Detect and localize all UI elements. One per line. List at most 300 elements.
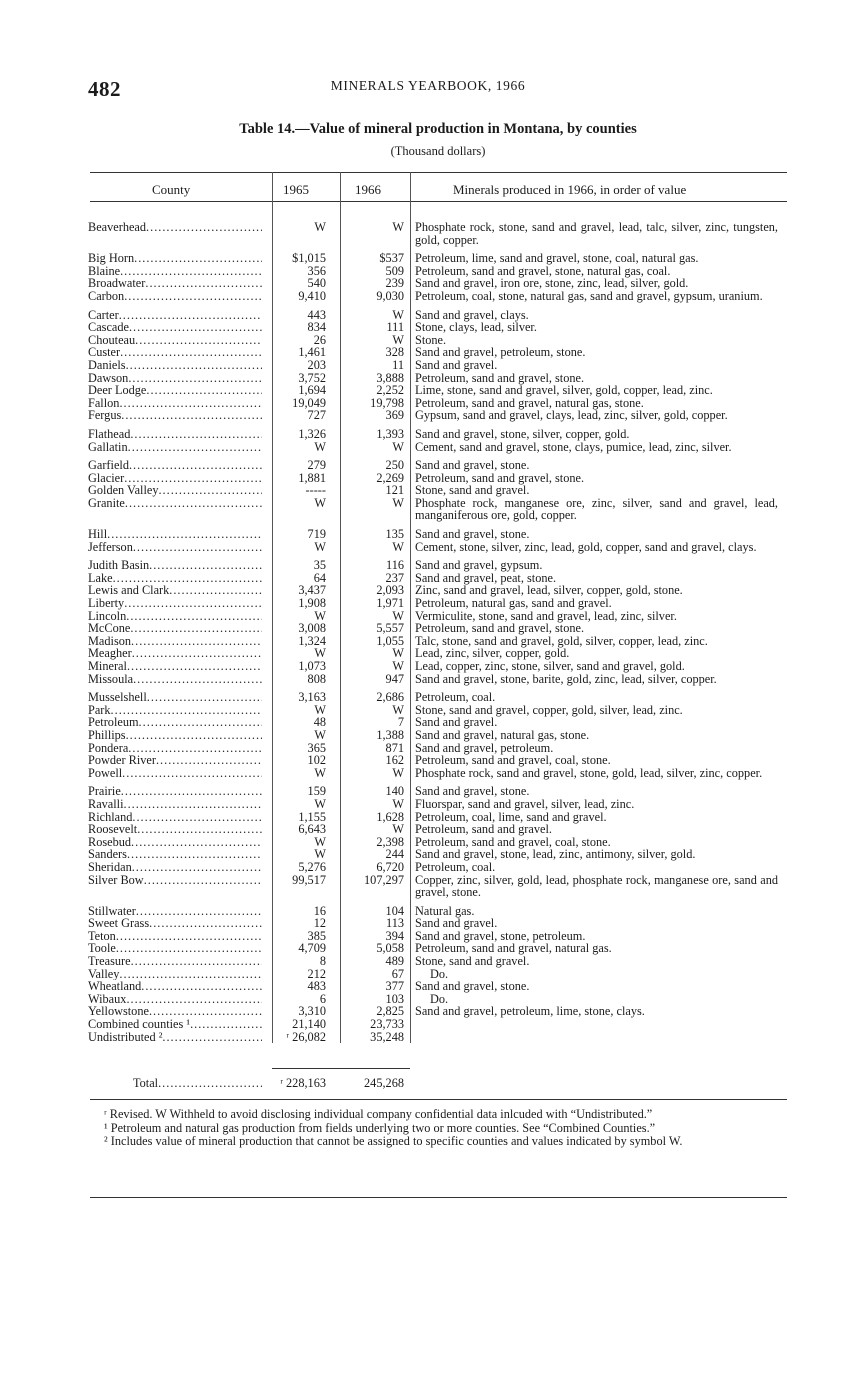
county-cell — [0, 409, 262, 422]
value-1965: 1,908 — [298, 596, 326, 611]
value-1966: 2,269 — [376, 470, 404, 485]
county-name: Toole ..... — [88, 942, 262, 955]
value-1966: 328 — [385, 345, 404, 360]
table-row — [0, 917, 856, 930]
value-1966: 2,825 — [376, 1004, 404, 1019]
county-name: Sanders ..... — [88, 848, 262, 861]
value-1966: 116 — [386, 558, 404, 573]
value-1965: 727 — [307, 408, 326, 423]
county-name: Wheatland ..... — [88, 980, 262, 993]
value-1965: 483 — [307, 979, 326, 994]
minerals-produced: Sand and gravel, gypsum. — [415, 558, 543, 573]
value-1965: 3,163 — [298, 690, 326, 705]
minerals-produced: Phosphate rock, stone, sand and gravel, lead, talc, silver, zinc, tungsten, gold, copper. — [415, 220, 778, 247]
county-name: Madison ..... — [88, 635, 262, 648]
value-1965: 19,049 — [292, 395, 326, 410]
minerals-produced: Do. — [430, 966, 449, 981]
value-1966: 6,720 — [376, 859, 404, 874]
minerals-produced: Fluorspar, sand and gravel, silver, lead, zinc. — [415, 796, 635, 811]
minerals-produced: Gypsum, sand and gravel, clays, lead, zinc, silver, gold, copper. — [415, 408, 728, 423]
footnote-revised: ʳ Revised. W Withheld to avoid disclosing individual company confidential data inlcuded with “Undistributed.” — [104, 1107, 653, 1121]
minerals-produced: Cement, sand and gravel, stone, clays, pumice, lead, zinc, silver. — [415, 439, 732, 454]
table-row — [0, 1018, 856, 1031]
minerals-produced: Petroleum, coal, stone, natural gas, sand and gravel, gypsum, uranium. — [415, 288, 763, 303]
value-1965: 3,008 — [298, 621, 326, 636]
minerals-produced: Petroleum, coal. — [415, 859, 496, 874]
minerals-produced: Petroleum, sand and gravel, stone. — [415, 370, 585, 385]
value-1966: 107,297 — [364, 872, 404, 887]
county-name: Missoula ..... — [88, 673, 262, 686]
value-1965: W — [314, 702, 326, 717]
minerals-produced: Sand and gravel. — [415, 916, 498, 931]
subtotal-rule — [272, 1068, 410, 1069]
county-cell — [0, 384, 262, 397]
county-cell — [0, 459, 262, 472]
value-1966: W — [392, 439, 404, 454]
county-name: Musselshell ..... — [88, 691, 262, 704]
value-1965: 203 — [307, 357, 326, 372]
minerals-produced: Sand and gravel, clays. — [415, 307, 529, 322]
value-1966: 1,971 — [376, 596, 404, 611]
column-divider — [340, 172, 341, 1043]
table-row — [0, 428, 856, 441]
value-1966: 1,055 — [376, 633, 404, 648]
minerals-produced: Petroleum, sand and gravel, stone, natural gas, coal. — [415, 263, 671, 278]
total-1965: ʳ 228,163 — [280, 1076, 326, 1090]
county-name: Lewis and Clark ..... — [88, 584, 262, 597]
county-name: Yellowstone ..... — [88, 1005, 262, 1018]
value-1965: W — [314, 608, 326, 623]
minerals-produced: Phosphate rock, sand and gravel, stone, gold, lead, silver, zinc, copper. — [415, 765, 763, 780]
county-cell — [0, 874, 262, 899]
value-1966: W — [392, 702, 404, 717]
value-1965: 279 — [307, 458, 326, 473]
minerals-produced: Zinc, sand and gravel, lead, silver, copper, gold, stone. — [415, 583, 683, 598]
value-1966: 5,557 — [376, 621, 404, 636]
county-cell — [0, 942, 262, 955]
minerals-produced: Sand and gravel, stone, barite, gold, zinc, lead, silver, copper. — [415, 671, 717, 686]
value-1965: 1,694 — [298, 383, 326, 398]
minerals-produced: Petroleum, sand and gravel, natural gas, stone. — [415, 395, 644, 410]
minerals-produced: Petroleum, natural gas, sand and gravel. — [415, 596, 612, 611]
value-1965: ʳ 26,082 — [286, 1029, 326, 1044]
table-top-rule — [90, 172, 787, 173]
footnote-2: ² Includes value of mineral production that cannot be assigned to specific counties and values indicated by symbol W. — [104, 1134, 683, 1149]
county-cell — [0, 484, 262, 497]
minerals-produced: Sand and gravel, stone. — [415, 784, 530, 799]
value-1965: 1,155 — [298, 809, 326, 824]
county-cell — [0, 584, 262, 597]
value-1966: W — [392, 495, 404, 510]
table-row — [0, 484, 856, 497]
value-1965: 1,461 — [298, 345, 326, 360]
value-1966: 369 — [385, 408, 404, 423]
county-cell — [0, 729, 262, 742]
county-cell — [0, 993, 262, 1006]
value-1965: $1,015 — [292, 251, 326, 266]
minerals-produced: Lead, zinc, silver, copper, gold. — [415, 646, 570, 661]
value-1966: W — [392, 608, 404, 623]
table-row — [0, 441, 856, 454]
county-cell — [0, 836, 262, 849]
total-1966: 245,268 — [364, 1076, 404, 1090]
table-row — [0, 823, 856, 836]
minerals-produced: Stone, sand and gravel. — [415, 954, 530, 969]
county-cell — [0, 635, 262, 648]
value-1965: 12 — [313, 916, 326, 931]
table-row — [0, 497, 856, 522]
minerals-produced: Petroleum, coal. — [415, 690, 496, 705]
table-row — [0, 622, 856, 635]
value-1965: 6,643 — [298, 822, 326, 837]
value-1966: 7 — [397, 715, 404, 730]
county-name: Petroleum ..... — [88, 716, 262, 729]
table-row — [0, 384, 856, 397]
county-name: Sheridan ..... — [88, 861, 262, 874]
county-cell — [0, 673, 262, 686]
value-1965: 834 — [307, 320, 326, 335]
value-1965: 99,517 — [292, 872, 326, 887]
value-1965: 808 — [307, 671, 326, 686]
value-1965: ----- — [305, 483, 326, 498]
county-cell — [0, 1031, 262, 1044]
minerals-produced: Sand and gravel, stone. — [415, 527, 530, 542]
value-1965: W — [314, 439, 326, 454]
value-1966: 2,686 — [376, 690, 404, 705]
minerals-produced: Petroleum, coal, lime, sand and gravel. — [415, 809, 607, 824]
county-cell — [0, 428, 262, 441]
county-cell — [0, 265, 262, 278]
minerals-produced: Sand and gravel, petroleum, stone. — [415, 345, 586, 360]
county-name: Deer Lodge ..... — [88, 384, 262, 397]
county-cell — [0, 359, 262, 372]
table-row — [0, 541, 856, 554]
table-row — [0, 798, 856, 811]
minerals-produced — [404, 1018, 778, 1031]
county-name: Flathead ..... — [88, 428, 262, 441]
minerals-produced: Copper, zinc, silver, gold, lead, phosphate rock, manganese ore, sand and gravel, stone. — [415, 872, 778, 900]
value-1966: 871 — [385, 740, 404, 755]
minerals-produced: Sand and gravel, stone, petroleum. — [415, 928, 586, 943]
value-1966: 19,798 — [370, 395, 404, 410]
value-1966: W — [392, 659, 404, 673]
table-row — [0, 874, 856, 899]
minerals-produced: Petroleum, sand and gravel. — [415, 822, 552, 837]
county-cell — [0, 811, 262, 824]
county-cell — [0, 767, 262, 780]
value-1965: W — [314, 834, 326, 849]
table-row — [0, 691, 856, 704]
value-1966: W — [392, 765, 404, 780]
table-row — [0, 1005, 856, 1018]
value-1966: W — [392, 796, 404, 811]
value-1966: 111 — [386, 320, 404, 335]
table-row — [0, 980, 856, 993]
value-1966: 947 — [385, 671, 404, 686]
column-header-county: County — [152, 182, 191, 197]
county-name: Fallon ..... — [88, 397, 262, 410]
county-cell — [0, 309, 262, 322]
value-1966: 9,030 — [376, 288, 404, 303]
value-1965: 1,324 — [298, 633, 326, 648]
county-cell — [0, 980, 262, 993]
minerals-produced: Sand and gravel, stone, lead, zinc, antimony, silver, gold. — [415, 847, 696, 862]
minerals-produced — [404, 1031, 778, 1044]
value-1966: 1,393 — [376, 426, 404, 441]
table-row — [0, 559, 856, 572]
minerals-produced: Stone. — [415, 332, 447, 347]
minerals-produced: Sand and gravel, peat, stone. — [415, 570, 557, 585]
value-1966: W — [392, 332, 404, 347]
total-label: Total ..... — [133, 1076, 262, 1090]
minerals-produced: Sand and gravel, petroleum, lime, stone, clays. — [415, 1004, 645, 1019]
county-cell — [0, 968, 262, 981]
table-row — [0, 459, 856, 472]
county-name: Powell ..... — [88, 767, 262, 780]
county-name: Custer ..... — [88, 346, 262, 359]
minerals-produced: Sand and gravel, stone. — [415, 979, 530, 994]
county-name: Carter ..... — [88, 309, 262, 322]
county-name: Silver Bow ..... — [88, 874, 262, 887]
minerals-produced: Sand and gravel, stone. — [415, 458, 530, 473]
county-cell — [0, 472, 262, 485]
county-cell — [0, 321, 262, 334]
footnotes — [88, 1108, 788, 1149]
county-cell — [0, 798, 262, 811]
table-row — [0, 221, 856, 246]
value-1966: 104 — [385, 903, 404, 918]
county-cell — [0, 861, 262, 874]
value-1966: 11 — [392, 357, 404, 372]
total-row — [0, 1076, 856, 1091]
value-1966: 237 — [385, 570, 404, 585]
value-1966: 23,733 — [370, 1017, 404, 1032]
table-subtitle: (Thousand dollars) — [390, 144, 486, 158]
value-1965: 1,881 — [298, 470, 326, 485]
county-name: Undistributed ² ..... — [88, 1031, 262, 1044]
value-1966: W — [392, 822, 404, 837]
value-1965: 26 — [313, 332, 326, 347]
value-1965: W — [314, 796, 326, 811]
minerals-produced: Natural gas. — [415, 903, 475, 918]
minerals-produced: Lime, stone, sand and gravel, silver, gold, copper, lead, zinc. — [415, 383, 713, 398]
county-cell — [0, 610, 262, 623]
county-name: Phillips ..... — [88, 729, 262, 742]
county-name: Valley ..... — [88, 968, 262, 981]
county-cell — [0, 397, 262, 410]
county-name: Liberty ..... — [88, 597, 262, 610]
value-1966: 2,252 — [376, 383, 404, 398]
county-name: Broadwater ..... — [88, 277, 262, 290]
county-cell — [0, 528, 262, 541]
value-1965: 719 — [307, 527, 326, 542]
county-cell — [0, 290, 262, 303]
footnote-1: ¹ Petroleum and natural gas production from fields underlying two or more counties. See “Combined Counties.” — [104, 1120, 656, 1135]
county-name: Big Horn ..... — [88, 252, 262, 265]
county-name: Golden Valley ..... — [88, 484, 262, 497]
county-name: Roosevelt ..... — [88, 823, 262, 836]
minerals-produced: Petroleum, sand and gravel, coal, stone. — [415, 753, 611, 768]
value-1966: 67 — [391, 966, 404, 981]
value-1965: 64 — [313, 570, 326, 585]
column-header-1966: 1966 — [355, 182, 381, 197]
county-name: Stillwater ..... — [88, 905, 262, 918]
value-1966: 121 — [385, 483, 404, 498]
value-1965: 16 — [313, 903, 326, 918]
table-row — [0, 955, 856, 968]
county-cell — [0, 917, 262, 930]
county-name: Lake ..... — [88, 572, 262, 585]
county-name: Mineral ..... — [88, 660, 262, 673]
value-1965: 365 — [307, 740, 326, 755]
county-name: Park ..... — [88, 704, 262, 717]
minerals-produced: Cement, stone, silver, zinc, lead, gold, copper, sand and gravel, clays. — [415, 539, 757, 554]
value-1966: W — [392, 220, 404, 234]
county-name: Rosebud ..... — [88, 836, 262, 849]
county-name: Powder River ..... — [88, 754, 262, 767]
county-cell — [0, 823, 262, 836]
county-name: Gallatin ..... — [88, 441, 262, 454]
county-cell — [0, 559, 262, 572]
value-1965: 443 — [307, 307, 326, 322]
value-1965: 540 — [307, 276, 326, 291]
value-1966: 509 — [385, 263, 404, 278]
table-row — [0, 597, 856, 610]
value-1966: 377 — [385, 979, 404, 994]
value-1966: 3,888 — [376, 370, 404, 385]
minerals-produced: Stone, sand and gravel, copper, gold, silver, lead, zinc. — [415, 702, 683, 717]
county-cell — [0, 1018, 262, 1031]
county-cell — [0, 647, 262, 660]
county-cell — [0, 497, 262, 522]
county-cell — [0, 221, 262, 246]
value-1965: 159 — [307, 784, 326, 799]
minerals-produced: Petroleum, sand and gravel, natural gas. — [415, 941, 612, 956]
county-cell — [0, 660, 262, 673]
county-cell — [0, 252, 262, 265]
value-1966: 250 — [385, 458, 404, 473]
table-row — [0, 252, 856, 265]
minerals-produced: Petroleum, sand and gravel, stone. — [415, 621, 585, 636]
value-1965: 102 — [307, 753, 326, 768]
county-cell — [0, 716, 262, 729]
value-1966: 140 — [385, 784, 404, 799]
table-row — [0, 754, 856, 767]
county-name: Prairie ..... — [88, 785, 262, 798]
county-name: Ravalli ..... — [88, 798, 262, 811]
minerals-produced: Petroleum, lime, sand and gravel, stone, coal, natural gas. — [415, 251, 699, 266]
county-name: Sweet Grass ..... — [88, 917, 262, 930]
county-cell — [0, 441, 262, 454]
table-row — [0, 528, 856, 541]
value-1966: 2,093 — [376, 583, 404, 598]
minerals-produced: Sand and gravel, natural gas, stone. — [415, 727, 590, 742]
county-cell — [0, 754, 262, 767]
minerals-produced: Do. — [430, 991, 449, 1006]
county-name: Granite ..... — [88, 497, 262, 510]
column-header-minerals: Minerals produced in 1966, in order of value — [453, 182, 687, 197]
county-cell — [0, 541, 262, 554]
minerals-produced: Lead, copper, zinc, stone, silver, sand and gravel, gold. — [415, 659, 685, 673]
county-name: Richland ..... — [88, 811, 262, 824]
table-row — [0, 359, 856, 372]
county-cell — [0, 785, 262, 798]
value-1965: 385 — [307, 928, 326, 943]
minerals-produced: Phosphate rock, manganese ore, zinc, silver, sand and gravel, lead, manganiferous ore, gold, copper. — [415, 495, 778, 523]
value-1965: 9,410 — [298, 288, 326, 303]
value-1965: 1,073 — [298, 659, 326, 673]
value-1965: 4,709 — [298, 941, 326, 956]
county-name: Blaine ..... — [88, 265, 262, 278]
value-1965: 35 — [313, 558, 326, 573]
county-name: Combined counties ¹ ..... — [88, 1018, 262, 1031]
header-bottom-rule — [90, 201, 787, 202]
value-1965: W — [314, 646, 326, 661]
value-1966: 5,058 — [376, 941, 404, 956]
value-1966: 1,628 — [376, 809, 404, 824]
value-1966: 394 — [385, 928, 404, 943]
minerals-produced: Sand and gravel. — [415, 357, 498, 372]
county-cell — [0, 334, 262, 347]
value-1965: 3,310 — [298, 1004, 326, 1019]
minerals-produced: Sand and gravel. — [415, 715, 498, 730]
value-1965: 5,276 — [298, 859, 326, 874]
value-1965: 3,437 — [298, 583, 326, 598]
county-cell — [0, 572, 262, 585]
value-1966: 135 — [385, 527, 404, 542]
table-row — [0, 673, 856, 686]
county-cell — [0, 742, 262, 755]
value-1965: 21,140 — [292, 1017, 326, 1032]
value-1965: W — [314, 220, 326, 234]
value-1965: 212 — [307, 966, 326, 981]
table-title: Table 14.—Value of mineral production in Montana, by counties — [239, 121, 637, 137]
value-1966: 1,388 — [376, 727, 404, 742]
value-1965: 1,326 — [298, 426, 326, 441]
table-row — [0, 729, 856, 742]
value-1965: 48 — [313, 715, 326, 730]
county-name: Glacier ..... — [88, 472, 262, 485]
county-cell — [0, 704, 262, 717]
county-name: Fergus ..... — [88, 409, 262, 422]
county-cell — [0, 277, 262, 290]
county-cell — [0, 1005, 262, 1018]
value-1966: 2,398 — [376, 834, 404, 849]
county-name: Judith Basin ..... — [88, 559, 262, 572]
county-cell — [0, 905, 262, 918]
page-number: 482 — [88, 77, 121, 101]
value-1966: $537 — [379, 251, 404, 266]
county-name: Dawson ..... — [88, 372, 262, 385]
county-cell — [0, 346, 262, 359]
value-1966: W — [392, 646, 404, 661]
county-cell — [0, 622, 262, 635]
value-1965: W — [314, 539, 326, 554]
county-table-body — [0, 221, 856, 1043]
county-name: Treasure ..... — [88, 955, 262, 968]
county-cell — [0, 848, 262, 861]
county-name: Pondera ..... — [88, 742, 262, 755]
minerals-produced: Sand and gravel, stone, silver, copper, gold. — [415, 426, 630, 441]
county-cell — [0, 930, 262, 943]
minerals-produced: Stone, sand and gravel. — [415, 483, 530, 498]
value-1965: 3,752 — [298, 370, 326, 385]
minerals-produced: Sand and gravel, petroleum. — [415, 740, 554, 755]
county-name: Cascade ..... — [88, 321, 262, 334]
value-1965: W — [314, 727, 326, 742]
column-divider — [410, 172, 411, 1043]
table-row — [0, 290, 856, 303]
